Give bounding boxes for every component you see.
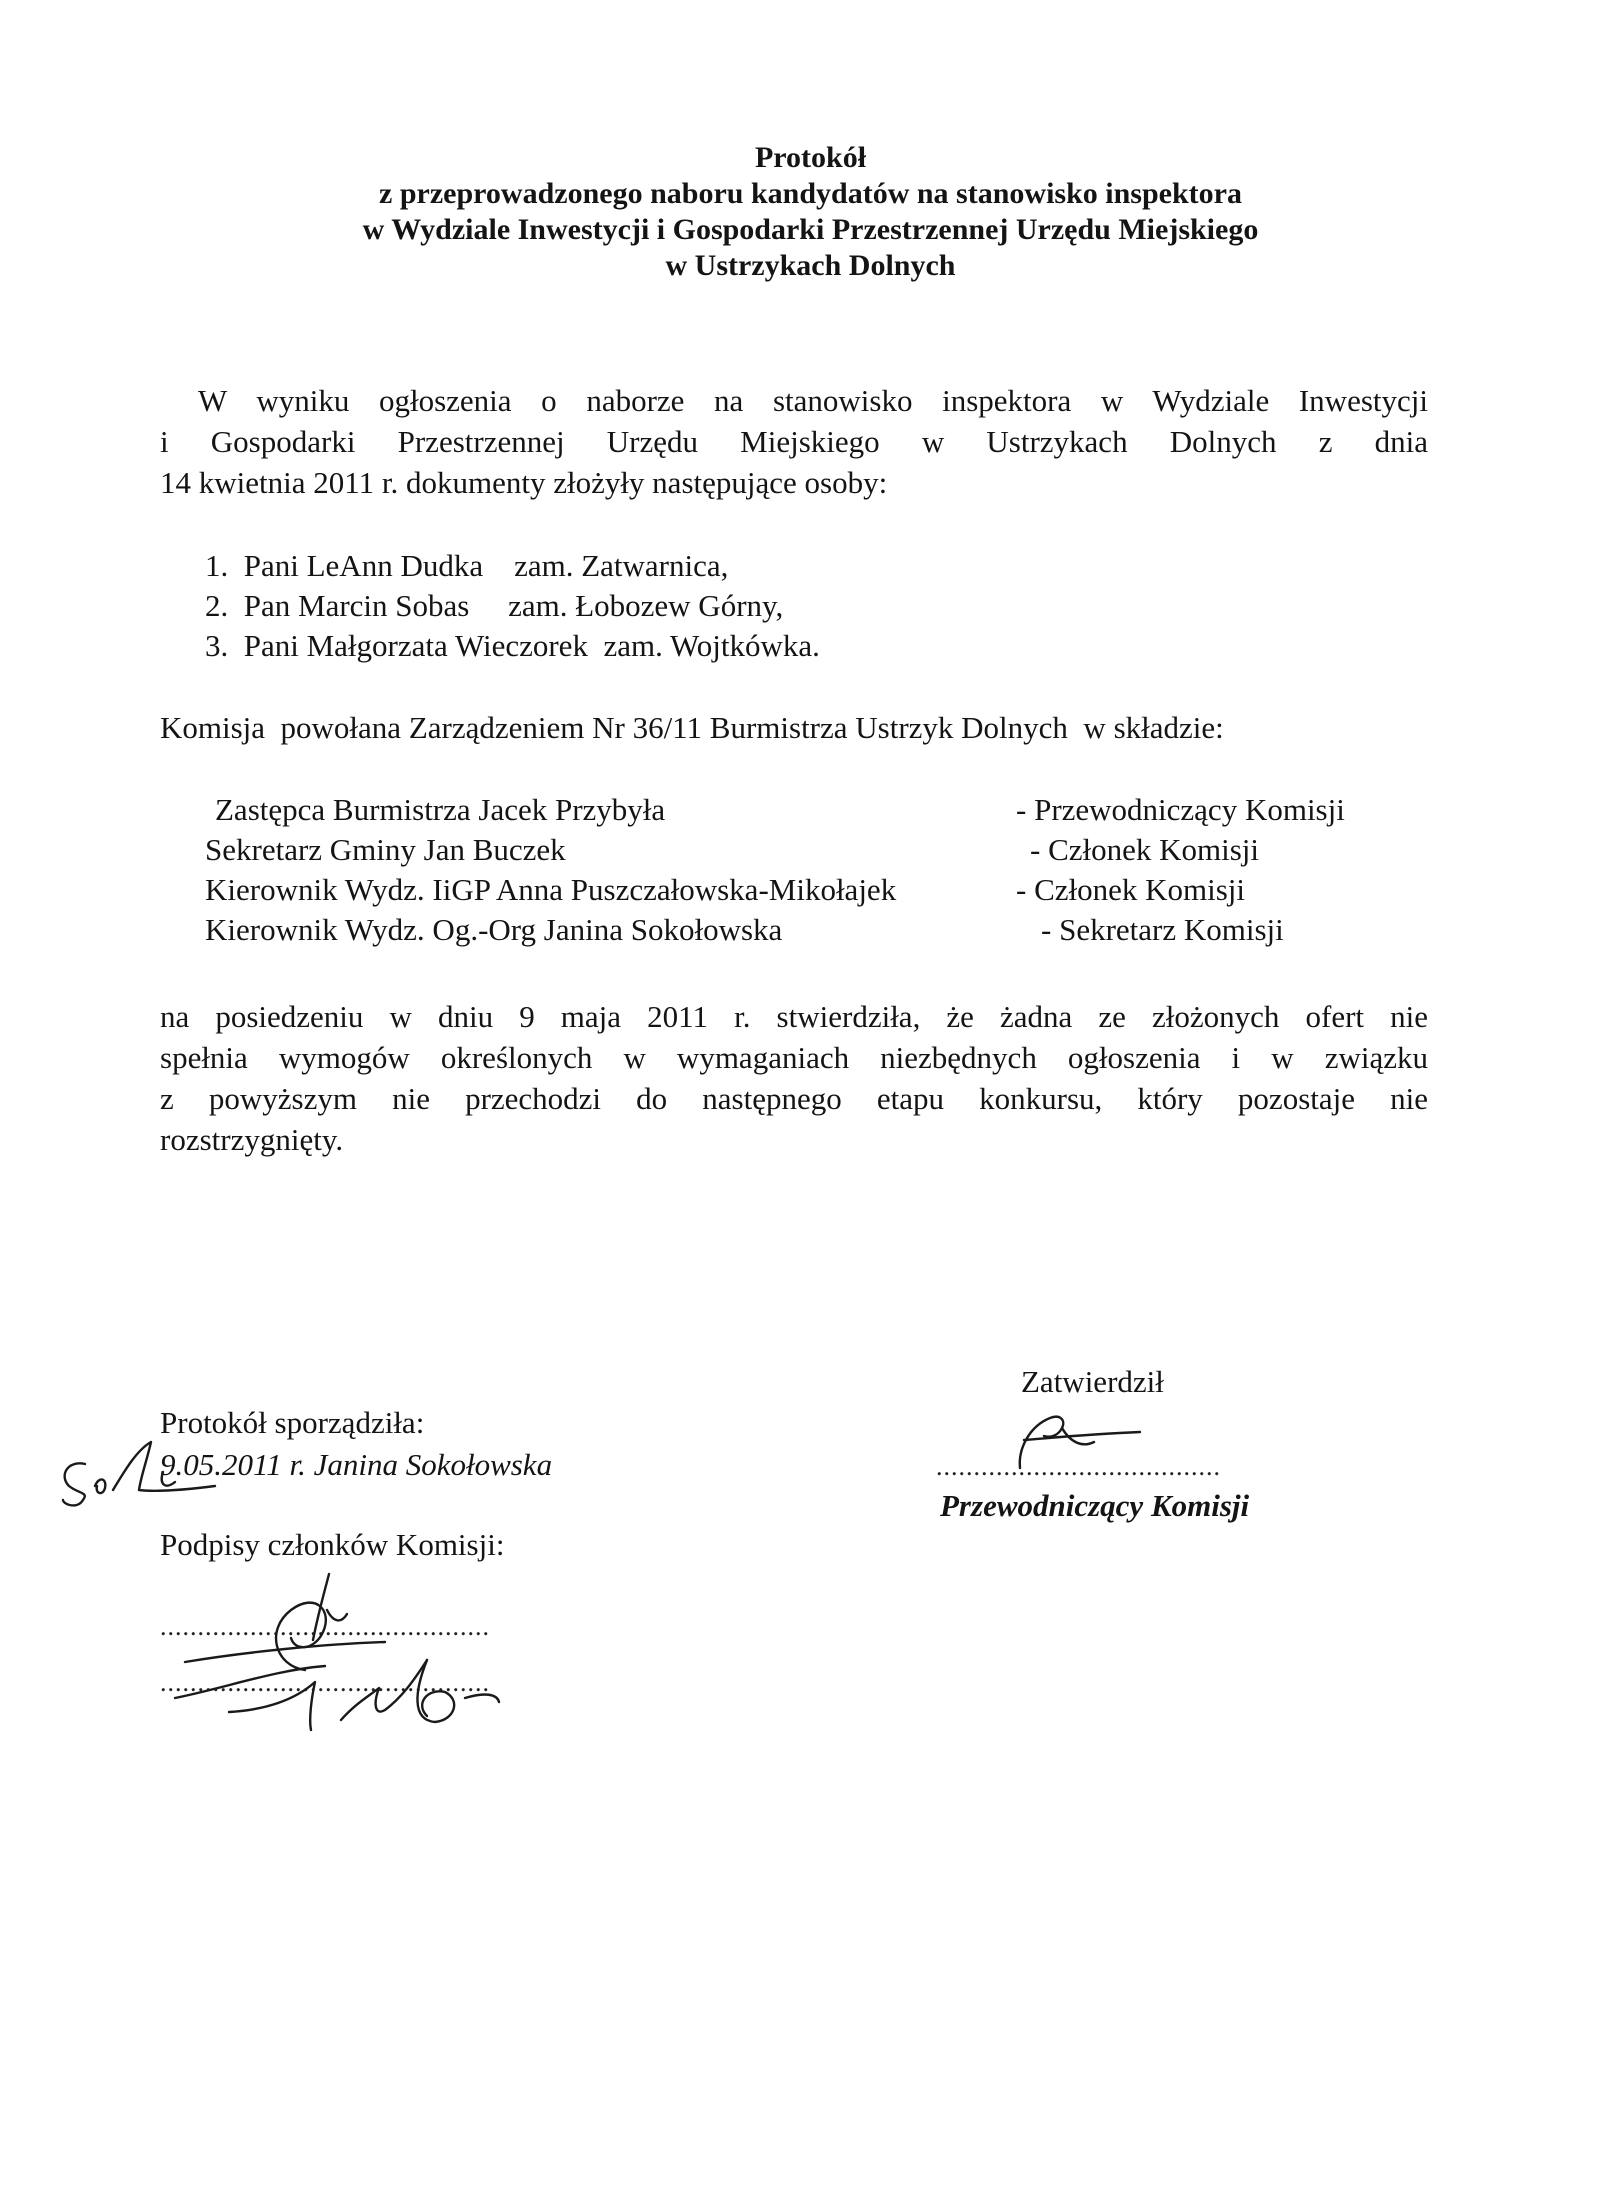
prepared-by-label: Protokół sporządziła: (160, 1405, 425, 1440)
member-name: Zastępca Burmistrza Jacek Przybyła (215, 792, 666, 827)
approver-signature-line: ...................................... (936, 1452, 1221, 1481)
candidate-list (205, 546, 820, 666)
members-signatures-label: Podpisy członków Komisji: (160, 1527, 505, 1562)
intro-line-1: W wyniku ogłoszenia o naborze na stanowisko inspektora w Wydziale Inwestycji (198, 383, 1428, 418)
member-role: - Członek Komisji (1030, 832, 1260, 867)
intro-paragraph (160, 380, 1428, 503)
approved-label: Zatwierdził (1021, 1364, 1164, 1399)
title-line-1: Protokół (754, 141, 867, 174)
committee-intro: Komisja powołana Zarządzeniem Nr 36/11 Burmistrza Ustrzyk Dolnych w składzie: (160, 710, 1224, 745)
member-role: - Przewodniczący Komisji (1016, 792, 1345, 827)
conclusion-line-2: spełnia wymogów określonych w wymaganiach niezbędnych ogłoszenia i w związku (160, 1040, 1428, 1075)
conclusion-paragraph (160, 996, 1428, 1160)
title-line-3: w Wydziale Inwestycji i Gospodarki Przestrzennej Urzędu Miejskiego (362, 213, 1259, 246)
secretary-signature-icon (55, 1430, 275, 1530)
title-line-4: w Ustrzykach Dolnych (665, 249, 956, 282)
member-role: - Sekretarz Komisji (1041, 912, 1284, 947)
list-item: 1. Pani LeAnn Dudka zam. Zatwarnica, (205, 548, 729, 583)
approver-title: Przewodniczący Komisji (940, 1488, 1250, 1523)
member-name: Kierownik Wydz. IiGP Anna Puszczałowska-Mikołajek (205, 872, 897, 907)
member-signature-line-2: ............................................ (160, 1668, 490, 1697)
intro-line-2: i Gospodarki Przestrzennej Urzędu Miejskiego w Ustrzykach Dolnych z dnia (160, 424, 1428, 459)
member-signature-line-1: ............................................ (160, 1612, 490, 1641)
title-line-2: z przeprowadzonego naboru kandydatów na stanowisko inspektora (379, 177, 1242, 210)
conclusion-line-3: z powyższym nie przechodzi do następnego etapu konkursu, który pozostaje nie (160, 1081, 1428, 1116)
member-name: Kierownik Wydz. Og.-Org Janina Sokołowska (205, 912, 783, 947)
prepared-by-value: 9.05.2011 r. Janina Sokołowska (160, 1447, 553, 1482)
list-item: 2. Pan Marcin Sobas zam. Łobozew Górny, (205, 588, 784, 623)
conclusion-line-4: rozstrzygnięty. (160, 1122, 344, 1157)
member-role: - Członek Komisji (1016, 872, 1246, 907)
intro-line-3: 14 kwietnia 2011 r. dokumenty złożyły następujące osoby: (160, 465, 888, 500)
document-title (0, 140, 1621, 284)
conclusion-line-1: na posiedzeniu w dniu 9 maja 2011 r. stwierdziła, że żadna ze złożonych ofert nie (160, 999, 1428, 1034)
list-item: 3. Pani Małgorzata Wieczorek zam. Wojtkówka. (205, 628, 820, 663)
chairman-signature-icon (990, 1398, 1170, 1478)
members-signatures-icon (165, 1570, 505, 1740)
member-name: Sekretarz Gminy Jan Buczek (205, 832, 566, 867)
